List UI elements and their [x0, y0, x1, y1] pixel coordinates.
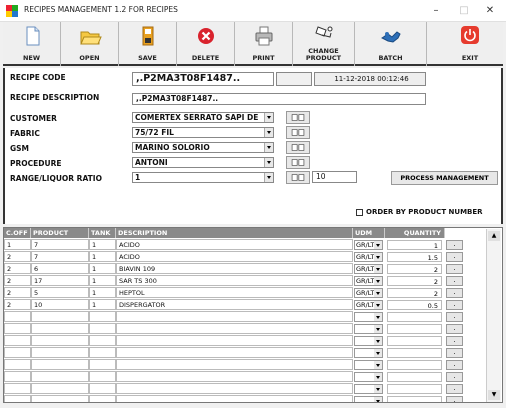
recipe-code-field[interactable]: ,.P2MA3T08F1487.. [132, 72, 274, 86]
cell-description[interactable] [116, 359, 353, 370]
new-label: NEW [22, 54, 41, 62]
chevron-down-icon [374, 241, 382, 249]
chevron-down-icon [374, 397, 382, 403]
cell-tank[interactable]: 1 [89, 263, 116, 274]
cell-product[interactable] [31, 323, 89, 334]
cell-coff[interactable]: 1 [4, 239, 31, 250]
quantity-cell[interactable]: 1.5 [387, 252, 442, 262]
row-detail-button[interactable]: . [446, 372, 463, 382]
maximize-button[interactable]: □ [459, 5, 469, 16]
cell-coff[interactable]: 2 [4, 275, 31, 286]
ratio-label: RANGE/LIQUOR RATIO [10, 174, 102, 183]
save-icon [136, 26, 160, 46]
row-detail-button[interactable]: . [446, 288, 463, 298]
chevron-down-icon [374, 301, 382, 309]
close-button[interactable]: ✕ [485, 5, 495, 16]
chevron-down-icon [374, 277, 382, 285]
batch-button[interactable] [355, 22, 427, 66]
quantity-cell[interactable] [387, 396, 442, 403]
row-detail-button[interactable]: . [446, 264, 463, 274]
cell-product[interactable] [31, 347, 89, 358]
cell-coff[interactable] [4, 395, 31, 403]
cell-product[interactable]: 7 [31, 239, 89, 250]
cell-coff[interactable] [4, 335, 31, 346]
change-product-button[interactable] [293, 22, 355, 66]
change-product-label: CHANGE PRODUCT [305, 47, 342, 62]
cell-coff[interactable] [4, 383, 31, 394]
col-header-product: PRODUCT [31, 228, 89, 238]
power-icon [458, 26, 482, 46]
chevron-down-icon [374, 385, 382, 393]
cell-description[interactable]: ACIDO [116, 239, 353, 250]
cell-product[interactable]: 7 [31, 251, 89, 262]
udm-select[interactable]: GR/LT [354, 276, 383, 286]
cell-coff[interactable]: 2 [4, 299, 31, 310]
cell-coff[interactable] [4, 359, 31, 370]
udm-select[interactable]: GR/LT [354, 288, 383, 298]
fabric-select[interactable]: 75/72 FIL [132, 127, 274, 138]
cell-tank[interactable]: 1 [89, 251, 116, 262]
udm-select[interactable] [354, 324, 383, 334]
cell-tank[interactable] [89, 383, 116, 394]
cell-description[interactable] [116, 347, 353, 358]
udm-select[interactable] [354, 312, 383, 322]
quantity-cell[interactable] [387, 312, 442, 322]
customer-lookup-icon[interactable] [286, 111, 310, 124]
row-detail-button[interactable]: . [446, 324, 463, 334]
quantity-cell[interactable] [387, 324, 442, 334]
cell-description[interactable]: ACIDO [116, 251, 353, 262]
cell-tank[interactable] [89, 323, 116, 334]
gsm-lookup-icon[interactable] [286, 141, 310, 154]
cell-coff[interactable] [4, 371, 31, 382]
cell-tank[interactable]: 1 [89, 287, 116, 298]
new-document-icon [20, 26, 44, 46]
ratio-lookup-icon[interactable] [286, 171, 310, 184]
scroll-up-icon[interactable]: ▲ [488, 231, 500, 241]
col-header-description: DESCRIPTION [116, 228, 353, 238]
customer-select[interactable]: COMERTEX SERRATO SAPI DE [132, 112, 274, 123]
udm-select[interactable] [354, 360, 383, 370]
cell-product[interactable] [31, 395, 89, 403]
udm-select[interactable] [354, 348, 383, 358]
cell-coff[interactable] [4, 311, 31, 322]
chevron-down-icon [264, 113, 273, 122]
fabric-lookup-icon[interactable] [286, 126, 310, 139]
procedure-label: PROCEDURE [10, 159, 62, 168]
recipe-description-label: RECIPE DESCRIPTION [10, 93, 100, 102]
cell-tank[interactable]: 1 [89, 239, 116, 250]
cell-description[interactable]: BIAVIN 109 [116, 263, 353, 274]
chevron-down-icon [374, 253, 382, 261]
exit-button[interactable] [439, 22, 501, 66]
delete-icon [194, 26, 218, 46]
gsm-label: GSM [10, 144, 30, 153]
blank-field [276, 72, 312, 86]
cell-tank[interactable] [89, 335, 116, 346]
scroll-down-icon[interactable]: ▼ [488, 390, 500, 400]
minimize-button[interactable]: – [433, 5, 439, 16]
row-detail-button[interactable]: . [446, 360, 463, 370]
order-by-product-checkbox[interactable] [356, 209, 363, 216]
cell-tank[interactable] [89, 371, 116, 382]
cell-tank[interactable]: 1 [89, 275, 116, 286]
cell-product[interactable] [31, 383, 89, 394]
batch-icon [379, 26, 403, 46]
title-bar [0, 0, 506, 22]
open-label: OPEN [79, 54, 100, 62]
fabric-label: FABRIC [10, 129, 40, 138]
cell-product[interactable]: 5 [31, 287, 89, 298]
exit-label: EXIT [461, 54, 479, 62]
printer-icon [252, 26, 276, 46]
toolbar [3, 22, 503, 66]
quantity-cell[interactable] [387, 336, 442, 346]
cell-coff[interactable] [4, 347, 31, 358]
new-button[interactable] [3, 22, 61, 66]
procedure-select[interactable]: ANTONI [132, 157, 274, 168]
process-management-button[interactable]: PROCESS MANAGEMENT [391, 171, 498, 185]
row-detail-button[interactable]: . [446, 252, 463, 262]
app-icon [6, 5, 18, 17]
recipe-description-field[interactable]: ,.P2MA3T08F1487.. [132, 93, 426, 105]
cell-description[interactable] [116, 395, 353, 403]
col-header-quantity: QUANTITY [385, 228, 445, 238]
open-button[interactable] [61, 22, 119, 66]
recipe-form [3, 68, 503, 224]
cell-description[interactable] [116, 311, 353, 322]
row-detail-button[interactable]: . [446, 384, 463, 394]
cell-coff[interactable]: 2 [4, 251, 31, 262]
row-detail-button[interactable]: . [446, 300, 463, 310]
cell-description[interactable]: SAR TS 300 [116, 275, 353, 286]
chevron-down-icon [264, 128, 273, 137]
row-detail-button[interactable]: . [446, 312, 463, 322]
cell-tank[interactable] [89, 395, 116, 403]
chevron-down-icon [374, 349, 382, 357]
chevron-down-icon [264, 143, 273, 152]
ratio-select[interactable]: 1 [132, 172, 274, 183]
quantity-cell[interactable]: 1 [387, 240, 442, 250]
cell-coff[interactable] [4, 323, 31, 334]
cell-coff[interactable]: 2 [4, 263, 31, 274]
save-button[interactable] [119, 22, 177, 66]
chevron-down-icon [264, 173, 273, 182]
quantity-cell[interactable] [387, 372, 442, 382]
quantity-cell[interactable] [387, 360, 442, 370]
order-by-product-label: ORDER BY PRODUCT NUMBER [366, 208, 483, 216]
cell-description[interactable] [116, 371, 353, 382]
cell-description[interactable] [116, 323, 353, 334]
cell-product[interactable]: 17 [31, 275, 89, 286]
udm-select[interactable]: GR/LT [354, 300, 383, 310]
chevron-down-icon [374, 373, 382, 381]
col-header-coff: C.OFF [4, 228, 31, 238]
cell-description[interactable] [116, 383, 353, 394]
cell-product[interactable]: 6 [31, 263, 89, 274]
cell-product[interactable] [31, 371, 89, 382]
cell-product[interactable] [31, 335, 89, 346]
print-label: PRINT [252, 54, 275, 62]
chevron-down-icon [374, 361, 382, 369]
cell-product[interactable]: 10 [31, 299, 89, 310]
row-detail-button[interactable]: . [446, 276, 463, 286]
cell-description[interactable] [116, 335, 353, 346]
quantity-cell[interactable] [387, 348, 442, 358]
print-button[interactable] [235, 22, 293, 66]
cell-description[interactable]: DISPERGATOR [116, 299, 353, 310]
save-label: SAVE [138, 54, 157, 62]
quantity-cell[interactable]: 2 [387, 288, 442, 298]
udm-select[interactable]: GR/LT [354, 252, 383, 262]
cell-tank[interactable]: 1 [89, 299, 116, 310]
quantity-cell[interactable]: 0.5 [387, 300, 442, 310]
cell-coff[interactable]: 2 [4, 287, 31, 298]
quantity-cell[interactable] [387, 384, 442, 394]
chevron-down-icon [374, 337, 382, 345]
udm-select[interactable] [354, 396, 383, 403]
udm-select[interactable]: GR/LT [354, 240, 383, 250]
quantity-cell[interactable]: 2 [387, 264, 442, 274]
row-detail-button[interactable]: . [446, 240, 463, 250]
ratio-value-field[interactable]: 10 [312, 171, 357, 183]
chevron-down-icon [374, 289, 382, 297]
customer-label: CUSTOMER [10, 114, 57, 123]
row-detail-button[interactable]: . [446, 348, 463, 358]
delete-label: DELETE [191, 54, 220, 62]
chevron-down-icon [374, 325, 382, 333]
row-detail-button[interactable]: . [446, 396, 463, 403]
open-folder-icon [78, 26, 102, 46]
udm-select[interactable] [354, 336, 383, 346]
table-scrollbar[interactable] [486, 229, 501, 402]
cell-tank[interactable] [89, 347, 116, 358]
col-header-udm: UDM [353, 228, 385, 238]
recipe-code-label: RECIPE CODE [10, 73, 66, 82]
cell-product[interactable] [31, 311, 89, 322]
quantity-cell[interactable]: 2 [387, 276, 442, 286]
chevron-down-icon [374, 265, 382, 273]
change-product-icon [312, 23, 336, 43]
chevron-down-icon [374, 313, 382, 321]
delete-button[interactable] [177, 22, 235, 66]
gsm-select[interactable]: MARINO SOLORIO [132, 142, 274, 153]
chevron-down-icon [264, 158, 273, 167]
cell-description[interactable]: HEPTOL [116, 287, 353, 298]
cell-product[interactable] [31, 359, 89, 370]
window-title: RECIPES MANAGEMENT 1.2 FOR RECIPES [24, 5, 178, 14]
procedure-lookup-icon[interactable] [286, 156, 310, 169]
udm-select[interactable]: GR/LT [354, 264, 383, 274]
cell-tank[interactable] [89, 311, 116, 322]
date-time-field: 11-12-2018 00:12:46 [314, 72, 426, 86]
cell-tank[interactable] [89, 359, 116, 370]
col-header-tank: TANK [89, 228, 116, 238]
udm-select[interactable] [354, 384, 383, 394]
udm-select[interactable] [354, 372, 383, 382]
recipe-products-table [3, 227, 503, 403]
batch-label: BATCH [378, 54, 403, 62]
row-detail-button[interactable]: . [446, 336, 463, 346]
